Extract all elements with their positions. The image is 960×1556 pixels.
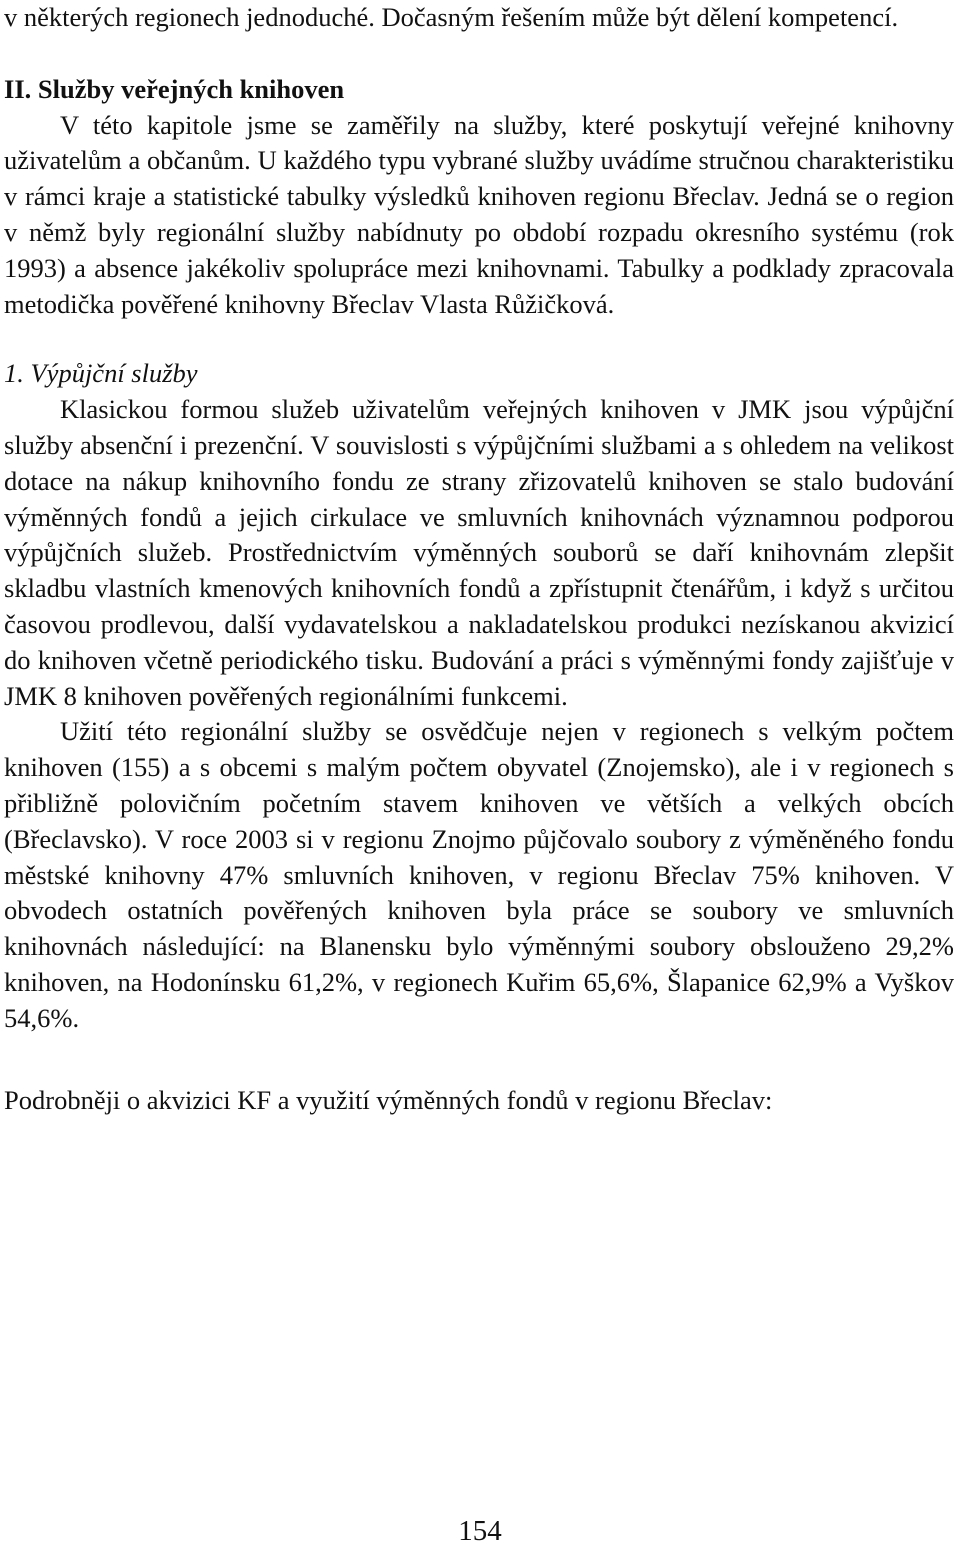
subsection-paragraph-2: Užití této regionální služby se osvědčuje nejen v regionech s velkým počtem knihoven (155) a s obcemi s malým počtem obyvatel (Znojemsko), ale i v regionech s přibližně polovičním početním stavem knihoven ve větších a velkých obcích (Břeclavsko). V roce 2003 si v regionu Znojmo půjčovalo soubory z výměněného fondu městské knihovny 47% smluvních knihoven, v regionu Břeclav 75% knihoven. V obvodech ostatních pověřených knihoven byla práce se soubory ve smluvních knihovnách následující: na Blanensku bylo výměnnými soubory obslouženo 29,2% knihoven, na Hodonínsku 61,2%, v regionech Kuřim 65,6%, Šlapanice 62,9% a Vyškov 54,6%. — [4, 716, 954, 1033]
subsection-heading: 1. Výpůjční služby — [4, 358, 198, 389]
section-paragraph: V této kapitole jsme se zaměřily na služby, které poskytují veřejné knihovny uživatelům a občanům. U každého typu vybrané služby uvádíme stručnou charakteristiku v rámci kraje a statistické tabulky výsledků knihoven regionu Břeclav. Jedná se o region v němž byly regionální služby nabídnuty po období rozpadu okresního systému (rok 1993) a absence jakékoliv spolupráce mezi knihovnami. Tabulky a podklady zpracovala metodička pověřené knihovny Břeclav Vlasta Růžičková. — [4, 109, 954, 319]
intro-paragraph: v některých regionech jednoduché. Dočasným řešením může být dělení kompetencí. — [4, 2, 899, 32]
subsection-paragraph-1: Klasickou formou služeb uživatelům veřejných knihoven v JMK jsou výpůjční služby absenční i prezenční. V souvislosti s výpůjčními službami a s ohledem na velikost dotace na nákup knihovního fondu ze strany zřizovatelů knihoven se stalo budování výměnných fondů a jejich cirkulace ve smluvních knihovnách významnou podporou výpůjčních služeb. Prostřednictvím výměnných souborů se daří knihovnám zlepšit skladbu vlastních kmenových knihovních fondů a zpřístupnit čtenářům, i když s určitou časovou prodlevou, další vydavatelskou a nakladatelskou produkci nezískanou akvizicí do knihoven včetně periodického tisku. Budování a práci s výměnnými fondy zajišťuje v JMK 8 knihoven pověřených regionálními funkcemi. — [4, 394, 954, 711]
closing-line: Podrobněji o akvizici KF a využití výměnných fondů v regionu Břeclav: — [4, 1084, 773, 1115]
page-number: 154 — [458, 1515, 502, 1547]
document-page — [4, 0, 954, 1118]
section-heading: II. Služby veřejných knihoven — [4, 73, 345, 104]
